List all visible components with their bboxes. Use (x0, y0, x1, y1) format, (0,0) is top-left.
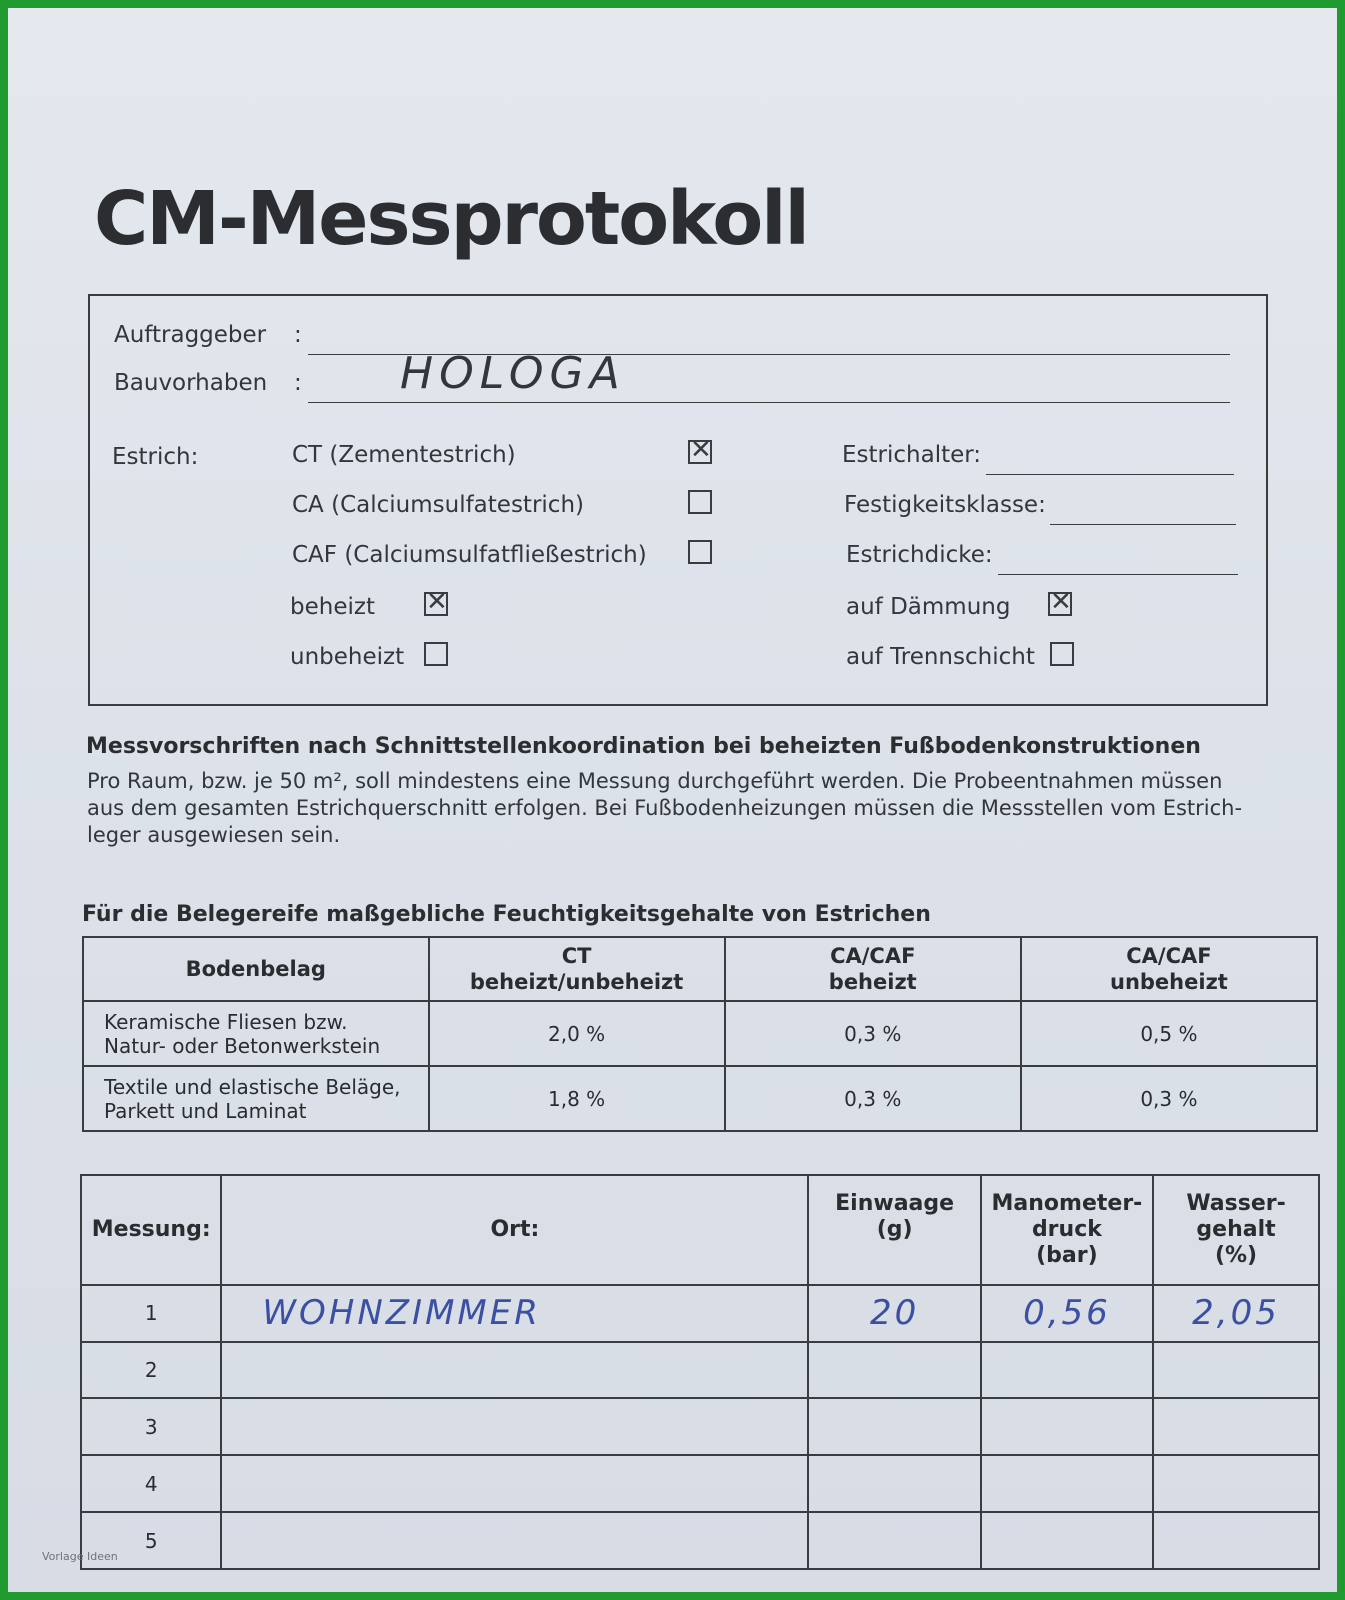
age-label: Estrichalter: (842, 442, 982, 468)
measurement-number: 2 (81, 1342, 221, 1399)
rules-text (87, 768, 1307, 849)
measurement-pressure[interactable] (981, 1512, 1153, 1569)
rules-line-2: aus dem gesamten Estrichquerschnitt erfolgen. Bei Fußbodenheizungen müssen die Messstellen vom Estrich- (87, 796, 1243, 820)
thickness-field[interactable] (998, 574, 1238, 575)
measurement-header-row (81, 1175, 1319, 1285)
client-colon: : (294, 322, 302, 348)
measurement-water[interactable] (1153, 1455, 1319, 1512)
col-weight: Einwaage (g) (808, 1175, 980, 1285)
on-insulation-checkbox[interactable]: ✕ (1050, 587, 1072, 617)
col-measurement: Messung: (81, 1175, 221, 1285)
col-ca-heated: CA/CAF beheizt (725, 937, 1021, 1001)
col-water: Wasser- gehalt (%) (1153, 1175, 1319, 1285)
row-ca-unheated-value: 0,3 % (1021, 1066, 1317, 1131)
age-field[interactable] (986, 474, 1234, 475)
on-separation-checkbox[interactable] (1050, 642, 1074, 666)
measurement-water[interactable] (1153, 1512, 1319, 1569)
unheated-label: unbeheizt (290, 644, 405, 670)
measurement-water[interactable] (1153, 1398, 1319, 1455)
measurement-number: 4 (81, 1455, 221, 1512)
moisture-table (82, 936, 1318, 1132)
rules-line-1: Pro Raum, bzw. je 50 m², soll mindestens eine Messung durchgeführt werden. Die Probeentnahmen müssen (87, 769, 1223, 793)
table-row (81, 1512, 1319, 1569)
heated-checkbox[interactable]: ✕ (426, 587, 448, 617)
table-row (81, 1455, 1319, 1512)
measurement-location[interactable] (221, 1455, 808, 1512)
measurement-pressure[interactable] (981, 1342, 1153, 1399)
measurement-location[interactable]: WOHNZIMMER (221, 1285, 808, 1342)
photo-frame (8, 8, 1337, 1592)
col-ca-unheated: CA/CAF unbeheizt (1021, 937, 1317, 1001)
project-colon: : (294, 370, 302, 396)
row-ca-heated-value: 0,3 % (725, 1066, 1021, 1131)
row-ct-value: 2,0 % (429, 1001, 725, 1066)
col-floor-covering: Bodenbelag (83, 937, 429, 1001)
measurement-number: 3 (81, 1398, 221, 1455)
option-ca-checkbox[interactable] (688, 490, 712, 514)
col-pressure: Manometer- druck (bar) (981, 1175, 1153, 1285)
measurement-location[interactable] (221, 1342, 808, 1399)
row-ct-value: 1,8 % (429, 1066, 725, 1131)
project-info-box (88, 294, 1268, 706)
measurement-pressure[interactable]: 0,56 (981, 1285, 1153, 1342)
table-row (81, 1285, 1319, 1342)
heated-label: beheizt (290, 594, 375, 620)
on-separation-label: auf Trennschicht (846, 644, 1035, 670)
measurement-weight[interactable] (808, 1455, 980, 1512)
watermark: Vorlage Ideen (42, 1550, 118, 1563)
project-label: Bauvorhaben (114, 370, 268, 396)
on-insulation-label: auf Dämmung (846, 594, 1011, 620)
measurement-water[interactable]: 2,05 (1153, 1285, 1319, 1342)
strength-label: Festigkeitsklasse: (844, 492, 1046, 518)
measurement-location[interactable] (221, 1398, 808, 1455)
measurement-location[interactable] (221, 1512, 808, 1569)
col-location: Ort: (221, 1175, 808, 1285)
option-ct-checkbox[interactable]: ✕ (690, 435, 712, 465)
measurement-number: 1 (81, 1285, 221, 1342)
measurement-weight[interactable] (808, 1512, 980, 1569)
row-floor-covering: Textile und elastische Beläge, Parkett und Laminat (83, 1066, 429, 1131)
row-ca-heated-value: 0,3 % (725, 1001, 1021, 1066)
table-row (81, 1342, 1319, 1399)
thickness-label: Estrichdicke: (846, 542, 993, 568)
rules-line-3: leger ausgewiesen sein. (87, 823, 341, 847)
table-row (81, 1398, 1319, 1455)
project-handwritten-value: HOLOGA (400, 348, 626, 399)
measurement-pressure[interactable] (981, 1455, 1153, 1512)
row-floor-covering: Keramische Fliesen bzw. Natur- oder Betonwerkstein (83, 1001, 429, 1066)
measurement-number: 5 (81, 1512, 221, 1569)
table-row (83, 1001, 1317, 1066)
option-caf-label: CAF (Calciumsulfatfließestrich) (292, 542, 647, 568)
measurement-water[interactable] (1153, 1342, 1319, 1399)
measurement-weight[interactable] (808, 1342, 980, 1399)
measurement-weight[interactable]: 20 (808, 1285, 980, 1342)
moisture-header-row (83, 937, 1317, 1001)
moisture-heading: Für die Belegereife maßgebliche Feuchtigkeitsgehalte von Estrichen (82, 902, 931, 927)
project-field[interactable] (308, 402, 1230, 403)
rules-heading: Messvorschriften nach Schnittstellenkoordination bei beheizten Fußbodenkonstruktionen (86, 734, 1201, 759)
estrich-label: Estrich: (112, 444, 199, 470)
measurement-weight[interactable] (808, 1398, 980, 1455)
row-ca-unheated-value: 0,5 % (1021, 1001, 1317, 1066)
document-page (8, 8, 1337, 1592)
unheated-checkbox[interactable] (424, 642, 448, 666)
option-ct-label: CT (Zementestrich) (292, 442, 516, 468)
option-caf-checkbox[interactable] (688, 540, 712, 564)
col-ct: CT beheizt/unbeheizt (429, 937, 725, 1001)
measurement-table (80, 1174, 1320, 1570)
option-ca-label: CA (Calciumsulfatestrich) (292, 492, 584, 518)
page-title: CM-Messprotokoll (94, 176, 808, 262)
client-label: Auftraggeber (114, 322, 267, 348)
strength-field[interactable] (1050, 524, 1236, 525)
table-row (83, 1066, 1317, 1131)
measurement-pressure[interactable] (981, 1398, 1153, 1455)
